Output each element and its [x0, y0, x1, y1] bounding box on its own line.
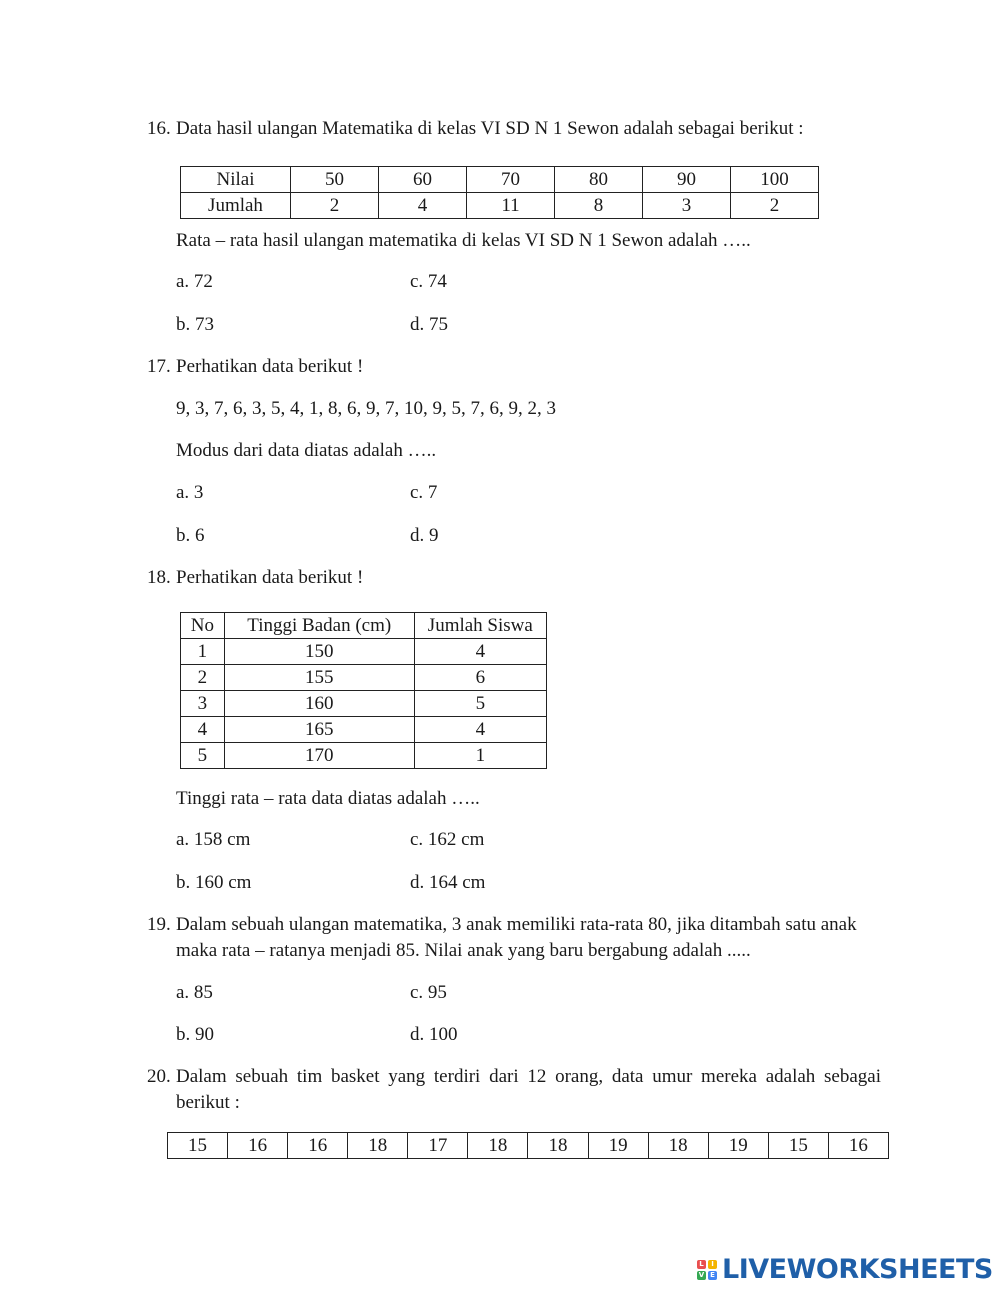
table-cell: 3: [643, 193, 731, 219]
table-row: [181, 193, 819, 219]
q16-option-c[interactable]: c. 74: [410, 271, 447, 292]
table-cell: 70: [467, 167, 555, 193]
table-cell: 3: [181, 691, 225, 717]
q16-option-b[interactable]: b. 73: [176, 314, 214, 335]
table-cell: 100: [731, 167, 819, 193]
q18-option-c[interactable]: c. 162 cm: [410, 829, 485, 850]
q19-option-a[interactable]: a. 85: [176, 982, 213, 1003]
q19-option-b[interactable]: b. 90: [176, 1024, 214, 1045]
logo-block: E: [708, 1271, 717, 1280]
table-cell: 90: [643, 167, 731, 193]
table-cell: 4: [414, 639, 546, 665]
q17-option-a[interactable]: a. 3: [176, 482, 204, 503]
table-cell: 4: [379, 193, 467, 219]
q16-option-d[interactable]: d. 75: [410, 314, 448, 335]
table-cell: 1: [181, 639, 225, 665]
q18-option-d[interactable]: d. 164 cm: [410, 872, 486, 893]
q20-text-line2: berikut :: [176, 1092, 240, 1113]
table-cell: 5: [181, 743, 225, 769]
q18-question: Tinggi rata – rata data diatas adalah …..: [176, 788, 480, 809]
table-cell: 11: [467, 193, 555, 219]
table-cell: 150: [224, 639, 414, 665]
q19-option-c[interactable]: c. 95: [410, 982, 447, 1003]
table-cell: 2: [731, 193, 819, 219]
table-header-cell: Tinggi Badan (cm): [224, 613, 414, 639]
table-row: [168, 1133, 889, 1159]
q19-text-line2: maka rata – ratanya menjadi 85. Nilai anak yang baru bergabung adalah .....: [176, 940, 751, 961]
table-cell: 165: [224, 717, 414, 743]
q20-text-line1: Dalam sebuah tim basket yang terdiri dari 12 orang, data umur mereka adalah sebagai: [176, 1066, 881, 1087]
q18-number: 18.: [147, 567, 171, 588]
table-cell: 18: [468, 1133, 528, 1159]
table-row: [181, 665, 547, 691]
table-cell: 18: [648, 1133, 708, 1159]
table-cell: 155: [224, 665, 414, 691]
table-cell: 17: [408, 1133, 468, 1159]
q17-number: 17.: [147, 356, 171, 377]
table-cell: 2: [181, 665, 225, 691]
table-row: [181, 639, 547, 665]
q20-ages-table: [167, 1132, 889, 1159]
table-cell: 1: [414, 743, 546, 769]
table-cell: 18: [348, 1133, 408, 1159]
table-cell: 16: [288, 1133, 348, 1159]
table-cell: 16: [828, 1133, 888, 1159]
q20-number: 20.: [147, 1066, 171, 1087]
table-cell: 19: [588, 1133, 648, 1159]
q18-height-table: [180, 612, 547, 769]
table-cell: 160: [224, 691, 414, 717]
table-row: [181, 743, 547, 769]
table-cell: 19: [708, 1133, 768, 1159]
q16-prompt: Data hasil ulangan Matematika di kelas VI SD N 1 Sewon adalah sebagai berikut :: [176, 118, 804, 139]
q19-text-line1: Dalam sebuah ulangan matematika, 3 anak memiliki rata-rata 80, jika ditambah satu anak: [176, 914, 857, 935]
logo-block: I: [708, 1260, 717, 1269]
liveworksheets-logo: [697, 1254, 993, 1285]
q17-option-b[interactable]: b. 6: [176, 525, 205, 546]
table-cell: Nilai: [181, 167, 291, 193]
q17-data: 9, 3, 7, 6, 3, 5, 4, 1, 8, 6, 9, 7, 10, 9, 5, 7, 6, 9, 2, 3: [176, 398, 556, 419]
q17-option-c[interactable]: c. 7: [410, 482, 438, 503]
q18-option-b[interactable]: b. 160 cm: [176, 872, 252, 893]
table-row: [181, 691, 547, 717]
q18-option-a[interactable]: a. 158 cm: [176, 829, 251, 850]
logo-blocks-icon: [697, 1260, 717, 1280]
q18-prompt: Perhatikan data berikut !: [176, 567, 364, 588]
table-cell: 60: [379, 167, 467, 193]
q19-number: 19.: [147, 914, 171, 935]
table-cell: 170: [224, 743, 414, 769]
logo-text: LIVEWORKSHEETS: [722, 1254, 993, 1285]
table-cell: 4: [414, 717, 546, 743]
q16-option-a[interactable]: a. 72: [176, 271, 213, 292]
q16-score-table: [180, 166, 819, 219]
table-cell: 16: [228, 1133, 288, 1159]
table-row: [181, 613, 547, 639]
q16-question: Rata – rata hasil ulangan matematika di kelas VI SD N 1 Sewon adalah …..: [176, 230, 751, 251]
logo-block: V: [698, 1270, 705, 1279]
table-header-cell: No: [181, 613, 225, 639]
table-row: [181, 717, 547, 743]
table-cell: 18: [528, 1133, 588, 1159]
table-row: [181, 167, 819, 193]
q17-option-d[interactable]: d. 9: [410, 525, 439, 546]
table-cell: Jumlah: [181, 193, 291, 219]
table-cell: 4: [181, 717, 225, 743]
table-cell: 15: [168, 1133, 228, 1159]
q16-number: 16.: [147, 118, 171, 139]
q17-prompt: Perhatikan data berikut !: [176, 356, 364, 377]
table-cell: 8: [555, 193, 643, 219]
table-cell: 2: [291, 193, 379, 219]
logo-block: L: [697, 1260, 706, 1269]
table-cell: 5: [414, 691, 546, 717]
q17-question: Modus dari data diatas adalah …..: [176, 440, 437, 461]
q19-option-d[interactable]: d. 100: [410, 1024, 458, 1045]
table-cell: 6: [414, 665, 546, 691]
table-header-cell: Jumlah Siswa: [414, 613, 546, 639]
table-cell: 80: [555, 167, 643, 193]
table-cell: 50: [291, 167, 379, 193]
table-cell: 15: [768, 1133, 828, 1159]
